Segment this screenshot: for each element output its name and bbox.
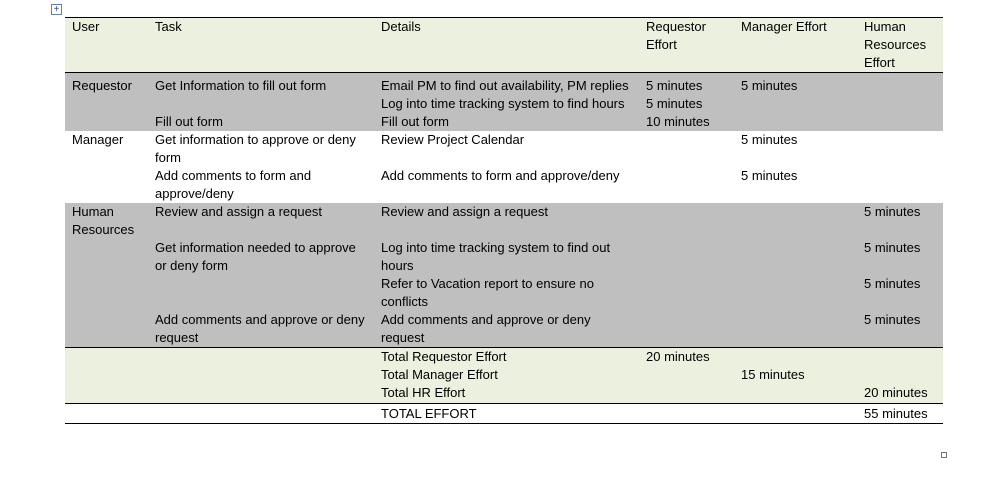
total-hr-effort: 20 minutes [864, 385, 928, 400]
total-row [65, 348, 943, 367]
total-hr-effort [857, 348, 943, 367]
cell-task: Get information needed to approve or deny form [155, 240, 356, 273]
cell-requestor-effort [639, 203, 734, 239]
cell-details: Add comments to form and approve/deny [381, 168, 620, 183]
cell-manager-effort [734, 275, 857, 311]
table-row [65, 95, 943, 113]
cell-task: Fill out form [155, 114, 223, 129]
header-manager-effort: Manager Effort [741, 19, 827, 34]
cell-task: Get Information to fill out form [155, 78, 327, 93]
table-row [65, 77, 943, 95]
cell-hr-effort [857, 95, 943, 113]
cell-manager-effort: 5 minutes [741, 78, 798, 93]
effort-table [65, 17, 943, 424]
cell-hr-effort: 5 minutes [864, 240, 921, 255]
cell-manager-effort [734, 203, 857, 239]
cell-requestor-effort [639, 311, 734, 348]
cell-details: Review Project Calendar [381, 132, 525, 147]
cell-user: Human Resources [72, 204, 135, 237]
cell-details: Fill out form [381, 114, 449, 129]
cell-user [65, 95, 148, 113]
total-requestor-effort [639, 366, 734, 384]
total-label: Total Manager Effort [381, 367, 498, 382]
cell-requestor-effort [639, 239, 734, 275]
total-requestor-effort: 20 minutes [646, 349, 710, 364]
cell-hr-effort: 5 minutes [864, 276, 921, 291]
table-row [65, 239, 943, 275]
cell-requestor-effort: 10 minutes [646, 114, 710, 129]
header-hr-effort: Human Resources Effort [864, 19, 927, 70]
total-label: Total HR Effort [381, 385, 466, 400]
table-row [65, 311, 943, 348]
table-row [65, 167, 943, 203]
cell-user: Manager [72, 132, 124, 147]
total-row [65, 384, 943, 404]
cell-details: Log into time tracking system to find out hours [381, 240, 611, 273]
cell-manager-effort [734, 95, 857, 113]
cell-details: Review and assign a request [381, 204, 548, 219]
cell-hr-effort [857, 113, 943, 131]
table-row [65, 203, 943, 239]
table-move-handle-icon[interactable]: + [51, 4, 62, 15]
grand-total-row [65, 404, 943, 424]
cell-manager-effort [734, 239, 857, 275]
cell-task: Review and assign a request [155, 204, 322, 219]
cell-manager-effort: 5 minutes [741, 132, 798, 147]
cell-details: Log into time tracking system to find hours [381, 96, 625, 111]
cell-hr-effort [857, 167, 943, 203]
cell-user: Requestor [72, 78, 132, 93]
header-requestor-effort: Requestor Effort [646, 19, 706, 52]
table-row [65, 131, 943, 167]
header-row [65, 18, 943, 73]
cell-manager-effort: 5 minutes [741, 168, 798, 183]
cell-task: Add comments and approve or deny request [155, 312, 365, 345]
table-row [65, 113, 943, 131]
header-details: Details [381, 19, 421, 34]
grand-total-value: 55 minutes [864, 406, 928, 421]
cell-manager-effort [734, 311, 857, 348]
cell-requestor-effort [639, 167, 734, 203]
cell-user [65, 311, 148, 348]
cell-task [148, 95, 374, 113]
cell-details: Refer to Vacation report to ensure no conflicts [381, 276, 594, 309]
cell-user [65, 275, 148, 311]
cell-user [65, 167, 148, 203]
total-label: Total Requestor Effort [381, 349, 507, 364]
total-requestor-effort [639, 384, 734, 404]
cell-details: Email PM to find out availability, PM replies [381, 78, 629, 93]
cell-details: Add comments and approve or deny request [381, 312, 591, 345]
cell-task: Get information to approve or deny form [155, 132, 356, 165]
cell-requestor-effort [639, 275, 734, 311]
cell-hr-effort [857, 131, 943, 167]
total-manager-effort: 15 minutes [741, 367, 805, 382]
header-user: User [72, 19, 100, 34]
cell-requestor-effort: 5 minutes [646, 78, 703, 93]
cell-requestor-effort: 5 minutes [646, 96, 703, 111]
cell-hr-effort: 5 minutes [864, 312, 921, 327]
table-resize-handle[interactable] [941, 452, 947, 458]
cell-task [148, 275, 374, 311]
total-manager-effort [734, 348, 857, 367]
cell-manager-effort [734, 113, 857, 131]
total-hr-effort [857, 366, 943, 384]
cell-user [65, 239, 148, 275]
cell-requestor-effort [639, 131, 734, 167]
table-row [65, 275, 943, 311]
cell-task: Add comments to form and approve/deny [155, 168, 312, 201]
cell-hr-effort: 5 minutes [864, 204, 921, 219]
total-manager-effort [734, 384, 857, 404]
grand-total-label: TOTAL EFFORT [381, 406, 477, 421]
cell-hr-effort [857, 77, 943, 95]
total-row [65, 366, 943, 384]
cell-user [65, 113, 148, 131]
header-task: Task [155, 19, 182, 34]
